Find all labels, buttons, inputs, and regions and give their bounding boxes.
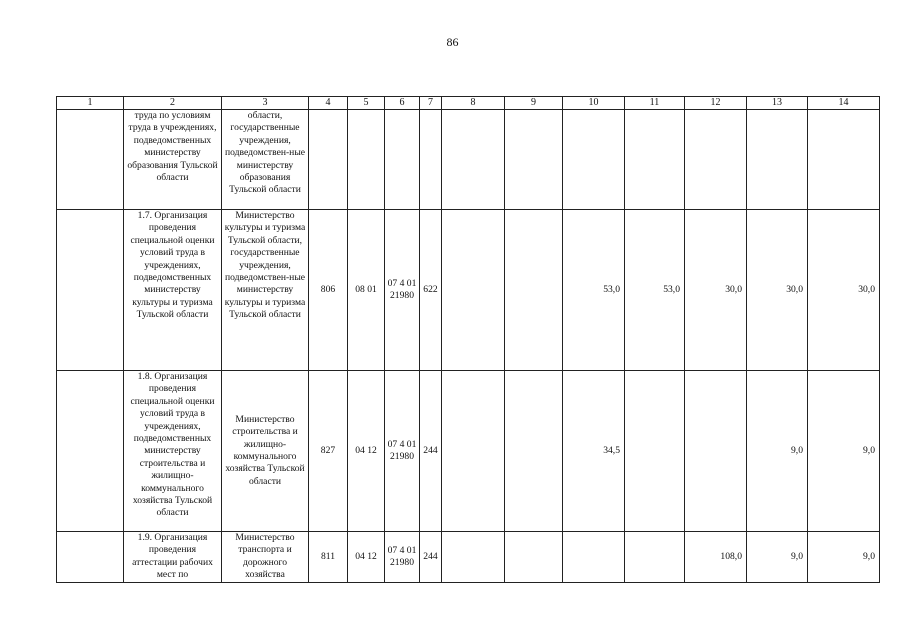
- table-cell: 30,0: [808, 210, 880, 371]
- column-header: 9: [505, 97, 563, 110]
- activity-cell: труда по условиям труда в учреждениях, подведомственных министерству образования Тульской области: [124, 110, 222, 210]
- table-cell: [420, 110, 442, 210]
- table-cell: [808, 110, 880, 210]
- table-cell: [442, 532, 505, 583]
- column-header: 8: [442, 97, 505, 110]
- table-cell: [57, 110, 124, 210]
- column-header: 14: [808, 97, 880, 110]
- table-cell: [442, 210, 505, 371]
- column-header: 5: [348, 97, 385, 110]
- table-cell: [442, 371, 505, 532]
- table-cell: 04 12: [348, 371, 385, 532]
- table-cell: 07 4 01 21980: [385, 371, 420, 532]
- table-cell: [563, 532, 625, 583]
- table-cell: [505, 371, 563, 532]
- column-header: 2: [124, 97, 222, 110]
- table-cell: [747, 110, 808, 210]
- table-cell: 244: [420, 532, 442, 583]
- table-cell: [685, 110, 747, 210]
- page-number: 86: [446, 35, 459, 49]
- table-row: [57, 210, 880, 371]
- table-cell: 9,0: [808, 532, 880, 583]
- table-row: [57, 532, 880, 583]
- table-cell: 30,0: [747, 210, 808, 371]
- table-cell: 9,0: [808, 371, 880, 532]
- activity-cell: 1.9. Организация проведения аттестации рабочих мест по: [124, 532, 222, 583]
- table-row: [57, 371, 880, 532]
- table-cell: [625, 532, 685, 583]
- table-cell: 53,0: [625, 210, 685, 371]
- table-cell: [57, 210, 124, 371]
- column-header: 7: [420, 97, 442, 110]
- table-cell: 811: [309, 532, 348, 583]
- column-header: 10: [563, 97, 625, 110]
- activity-cell: 1.8. Организация проведения специальной оценки условий труда в учреждениях, подведомственных министерству строительства и жилищно-коммунального хозяйства Тульской области: [124, 371, 222, 532]
- budget-table: [56, 96, 880, 583]
- table-row: [57, 110, 880, 210]
- table-cell: [348, 110, 385, 210]
- column-header: 11: [625, 97, 685, 110]
- table-cell: [57, 371, 124, 532]
- table-cell: [625, 371, 685, 532]
- table-cell: 04 12: [348, 532, 385, 583]
- column-header: 6: [385, 97, 420, 110]
- column-header: 1: [57, 97, 124, 110]
- executor-cell: Министерство строительства и жилищно-коммунального хозяйства Тульской области: [222, 371, 309, 532]
- executor-cell: Министерство транспорта и дорожного хозяйства: [222, 532, 309, 583]
- table-cell: 108,0: [685, 532, 747, 583]
- table-cell: 34,5: [563, 371, 625, 532]
- table-cell: [625, 110, 685, 210]
- table-cell: 30,0: [685, 210, 747, 371]
- table-cell: 53,0: [563, 210, 625, 371]
- table-cell: [563, 110, 625, 210]
- column-header: 12: [685, 97, 747, 110]
- column-header: 4: [309, 97, 348, 110]
- executor-cell: Министерство культуры и туризма Тульской области, государственные учреждения, подведомствен-ные министерству культуры и туризма Тульской области: [222, 210, 309, 371]
- table-cell: 622: [420, 210, 442, 371]
- table-cell: [505, 532, 563, 583]
- table-cell: [309, 110, 348, 210]
- table-cell: 07 4 01 21980: [385, 532, 420, 583]
- activity-cell: 1.7. Организация проведения специальной оценки условий труда в учреждениях, подведомственных министерству культуры и туризма Тульской области: [124, 210, 222, 371]
- column-header: 13: [747, 97, 808, 110]
- table-cell: [57, 532, 124, 583]
- table-cell: [442, 110, 505, 210]
- table-cell: 9,0: [747, 532, 808, 583]
- executor-cell: области, государственные учреждения, подведомствен-ные министерству образования Тульской области: [222, 110, 309, 210]
- table-cell: [385, 110, 420, 210]
- header-row: [57, 97, 880, 110]
- table-cell: [505, 210, 563, 371]
- table-cell: [505, 110, 563, 210]
- table-cell: 827: [309, 371, 348, 532]
- table-cell: 08 01: [348, 210, 385, 371]
- table-cell: 244: [420, 371, 442, 532]
- table-cell: 806: [309, 210, 348, 371]
- table-cell: 9,0: [747, 371, 808, 532]
- table-cell: 07 4 01 21980: [385, 210, 420, 371]
- table-cell: [685, 371, 747, 532]
- column-header: 3: [222, 97, 309, 110]
